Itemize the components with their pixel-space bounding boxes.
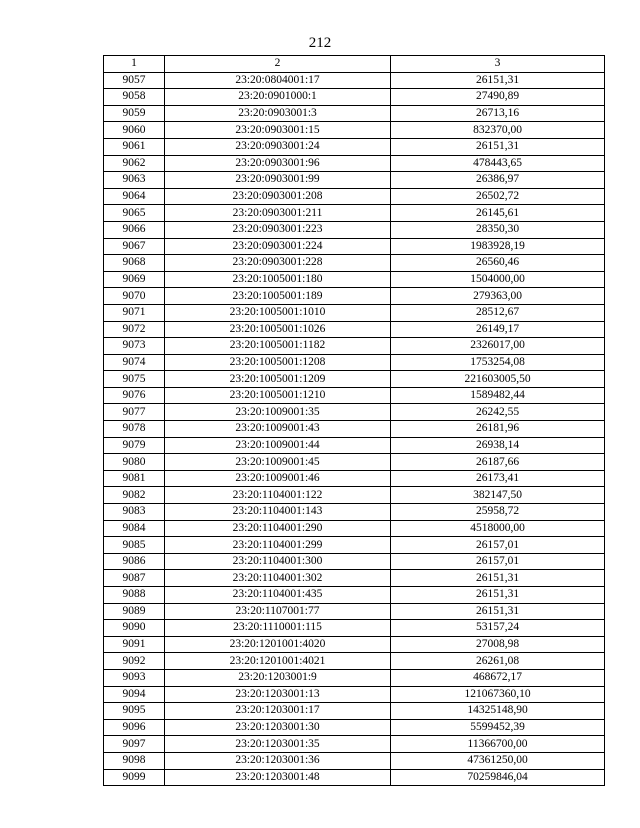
- table-row: [104, 304, 605, 321]
- row-number-cell: 9058: [104, 89, 165, 106]
- value-cell: 11366700,00: [391, 736, 605, 753]
- table-row: [104, 769, 605, 786]
- cadastral-number-cell: 23:20:1005001:1026: [165, 321, 391, 338]
- cadastral-number-cell: 23:20:0903001:228: [165, 255, 391, 272]
- cadastral-number-cell: 23:20:1104001:143: [165, 504, 391, 521]
- row-number-cell: 9066: [104, 221, 165, 238]
- cadastral-number-cell: 23:20:0903001:15: [165, 122, 391, 139]
- cadastral-number-cell: 23:20:1104001:290: [165, 520, 391, 537]
- value-cell: 1753254,08: [391, 354, 605, 371]
- value-cell: 26157,01: [391, 537, 605, 554]
- row-number-cell: 9098: [104, 752, 165, 769]
- value-cell: 468672,17: [391, 669, 605, 686]
- table-row: [104, 719, 605, 736]
- cadastral-number-cell: 23:20:0804001:17: [165, 72, 391, 89]
- cadastral-number-cell: 23:20:1201001:4021: [165, 653, 391, 670]
- table-row: [104, 105, 605, 122]
- cadastral-number-cell: 23:20:1005001:1210: [165, 387, 391, 404]
- value-cell: 26157,01: [391, 553, 605, 570]
- value-cell: 70259846,04: [391, 769, 605, 786]
- table-row: [104, 321, 605, 338]
- cadastral-number-cell: 23:20:0901000:1: [165, 89, 391, 106]
- cadastral-number-cell: 23:20:1203001:9: [165, 669, 391, 686]
- table-row: [104, 338, 605, 355]
- table-row: [104, 669, 605, 686]
- value-cell: 28512,67: [391, 304, 605, 321]
- table-row: [104, 620, 605, 637]
- value-cell: 26149,17: [391, 321, 605, 338]
- table-body: [104, 72, 605, 786]
- column-header-2: 2: [165, 56, 391, 73]
- table-row: [104, 72, 605, 89]
- row-number-cell: 9072: [104, 321, 165, 338]
- table-row: [104, 205, 605, 222]
- cadastral-number-cell: 23:20:0903001:223: [165, 221, 391, 238]
- cadastral-number-cell: 23:20:1009001:45: [165, 454, 391, 471]
- cadastral-number-cell: 23:20:1005001:1209: [165, 371, 391, 388]
- value-cell: 26151,31: [391, 138, 605, 155]
- cadastral-number-cell: 23:20:1009001:35: [165, 404, 391, 421]
- row-number-cell: 9080: [104, 454, 165, 471]
- row-number-cell: 9084: [104, 520, 165, 537]
- table-row: [104, 238, 605, 255]
- value-cell: 26181,96: [391, 421, 605, 438]
- table-row: [104, 288, 605, 305]
- table-row: [104, 587, 605, 604]
- row-number-cell: 9062: [104, 155, 165, 172]
- table-row: [104, 255, 605, 272]
- row-number-cell: 9083: [104, 504, 165, 521]
- value-cell: 221603005,50: [391, 371, 605, 388]
- value-cell: 26151,31: [391, 72, 605, 89]
- cadastral-number-cell: 23:20:0903001:224: [165, 238, 391, 255]
- row-number-cell: 9069: [104, 271, 165, 288]
- cadastral-number-cell: 23:20:1104001:435: [165, 587, 391, 604]
- value-cell: 2326017,00: [391, 338, 605, 355]
- cadastral-number-cell: 23:20:1005001:1208: [165, 354, 391, 371]
- value-cell: 478443,65: [391, 155, 605, 172]
- cadastral-number-cell: 23:20:1009001:43: [165, 421, 391, 438]
- row-number-cell: 9079: [104, 437, 165, 454]
- cadastral-number-cell: 23:20:1203001:35: [165, 736, 391, 753]
- table-row: [104, 553, 605, 570]
- table-row: [104, 371, 605, 388]
- value-cell: 25958,72: [391, 504, 605, 521]
- row-number-cell: 9097: [104, 736, 165, 753]
- row-number-cell: 9099: [104, 769, 165, 786]
- value-cell: 26187,66: [391, 454, 605, 471]
- value-cell: 27008,98: [391, 636, 605, 653]
- value-cell: 26173,41: [391, 470, 605, 487]
- row-number-cell: 9086: [104, 553, 165, 570]
- table-row: [104, 271, 605, 288]
- header-row: [104, 56, 605, 73]
- table-row: [104, 504, 605, 521]
- table-row: [104, 454, 605, 471]
- row-number-cell: 9081: [104, 470, 165, 487]
- cadastral-number-cell: 23:20:1203001:17: [165, 703, 391, 720]
- cadastral-number-cell: 23:20:1104001:299: [165, 537, 391, 554]
- table-row: [104, 172, 605, 189]
- table-row: [104, 570, 605, 587]
- value-cell: 4518000,00: [391, 520, 605, 537]
- table-row: [104, 387, 605, 404]
- value-cell: 47361250,00: [391, 752, 605, 769]
- value-cell: 28350,30: [391, 221, 605, 238]
- value-cell: 26560,46: [391, 255, 605, 272]
- row-number-cell: 9085: [104, 537, 165, 554]
- value-cell: 26938,14: [391, 437, 605, 454]
- row-number-cell: 9068: [104, 255, 165, 272]
- value-cell: 26145,61: [391, 205, 605, 222]
- table-row: [104, 520, 605, 537]
- cadastral-number-cell: 23:20:1009001:46: [165, 470, 391, 487]
- row-number-cell: 9064: [104, 188, 165, 205]
- cadastral-number-cell: 23:20:1203001:48: [165, 769, 391, 786]
- cadastral-number-cell: 23:20:1104001:122: [165, 487, 391, 504]
- row-number-cell: 9067: [104, 238, 165, 255]
- value-cell: 1504000,00: [391, 271, 605, 288]
- cadastral-number-cell: 23:20:1005001:189: [165, 288, 391, 305]
- row-number-cell: 9096: [104, 719, 165, 736]
- cadastral-number-cell: 23:20:1201001:4020: [165, 636, 391, 653]
- cadastral-number-cell: 23:20:0903001:99: [165, 172, 391, 189]
- cadastral-number-cell: 23:20:1005001:1182: [165, 338, 391, 355]
- value-cell: 26386,97: [391, 172, 605, 189]
- row-number-cell: 9078: [104, 421, 165, 438]
- value-cell: 1983928,19: [391, 238, 605, 255]
- table-row: [104, 354, 605, 371]
- row-number-cell: 9057: [104, 72, 165, 89]
- cadastral-number-cell: 23:20:1203001:36: [165, 752, 391, 769]
- cadastral-number-cell: 23:20:1009001:44: [165, 437, 391, 454]
- table-row: [104, 487, 605, 504]
- row-number-cell: 9059: [104, 105, 165, 122]
- table-row: [104, 636, 605, 653]
- table-row: [104, 89, 605, 106]
- page-number: 212: [308, 35, 332, 51]
- row-number-cell: 9082: [104, 487, 165, 504]
- cadastral-number-cell: 23:20:1104001:300: [165, 553, 391, 570]
- table-row: [104, 752, 605, 769]
- table-row: [104, 188, 605, 205]
- value-cell: 26713,16: [391, 105, 605, 122]
- row-number-cell: 9074: [104, 354, 165, 371]
- cadastral-number-cell: 23:20:0903001:96: [165, 155, 391, 172]
- row-number-cell: 9090: [104, 620, 165, 637]
- cadastral-number-cell: 23:20:1104001:302: [165, 570, 391, 587]
- table-row: [104, 537, 605, 554]
- table-row: [104, 404, 605, 421]
- cadastral-number-cell: 23:20:0903001:211: [165, 205, 391, 222]
- row-number-cell: 9091: [104, 636, 165, 653]
- data-table: [103, 55, 605, 786]
- row-number-cell: 9065: [104, 205, 165, 222]
- value-cell: 53157,24: [391, 620, 605, 637]
- table-row: [104, 703, 605, 720]
- value-cell: 26151,31: [391, 570, 605, 587]
- table-row: [104, 138, 605, 155]
- row-number-cell: 9077: [104, 404, 165, 421]
- row-number-cell: 9076: [104, 387, 165, 404]
- cadastral-number-cell: 23:20:1203001:13: [165, 686, 391, 703]
- value-cell: 26261,08: [391, 653, 605, 670]
- value-cell: 1589482,44: [391, 387, 605, 404]
- value-cell: 27490,89: [391, 89, 605, 106]
- table-row: [104, 437, 605, 454]
- table-header: [104, 56, 605, 73]
- cadastral-number-cell: 23:20:1110001:115: [165, 620, 391, 637]
- table-row: [104, 603, 605, 620]
- row-number-cell: 9093: [104, 669, 165, 686]
- row-number-cell: 9087: [104, 570, 165, 587]
- row-number-cell: 9075: [104, 371, 165, 388]
- value-cell: 832370,00: [391, 122, 605, 139]
- value-cell: 26242,55: [391, 404, 605, 421]
- value-cell: 14325148,90: [391, 703, 605, 720]
- row-number-cell: 9094: [104, 686, 165, 703]
- cadastral-number-cell: 23:20:0903001:24: [165, 138, 391, 155]
- row-number-cell: 9060: [104, 122, 165, 139]
- column-header-1: 1: [104, 56, 165, 73]
- value-cell: 382147,50: [391, 487, 605, 504]
- row-number-cell: 9089: [104, 603, 165, 620]
- row-number-cell: 9095: [104, 703, 165, 720]
- row-number-cell: 9070: [104, 288, 165, 305]
- cadastral-number-cell: 23:20:1203001:30: [165, 719, 391, 736]
- table-row: [104, 470, 605, 487]
- value-cell: 26151,31: [391, 587, 605, 604]
- cadastral-number-cell: 23:20:0903001:208: [165, 188, 391, 205]
- row-number-cell: 9071: [104, 304, 165, 321]
- table-row: [104, 155, 605, 172]
- table-row: [104, 221, 605, 238]
- table-row: [104, 122, 605, 139]
- row-number-cell: 9088: [104, 587, 165, 604]
- value-cell: 26502,72: [391, 188, 605, 205]
- table-row: [104, 736, 605, 753]
- cadastral-number-cell: 23:20:0903001:3: [165, 105, 391, 122]
- column-header-3: 3: [391, 56, 605, 73]
- cadastral-number-cell: 23:20:1107001:77: [165, 603, 391, 620]
- row-number-cell: 9073: [104, 338, 165, 355]
- value-cell: 26151,31: [391, 603, 605, 620]
- value-cell: 279363,00: [391, 288, 605, 305]
- row-number-cell: 9063: [104, 172, 165, 189]
- table-row: [104, 653, 605, 670]
- row-number-cell: 9061: [104, 138, 165, 155]
- row-number-cell: 9092: [104, 653, 165, 670]
- value-cell: 5599452,39: [391, 719, 605, 736]
- value-cell: 121067360,10: [391, 686, 605, 703]
- table-row: [104, 421, 605, 438]
- cadastral-number-cell: 23:20:1005001:1010: [165, 304, 391, 321]
- cadastral-number-cell: 23:20:1005001:180: [165, 271, 391, 288]
- table-row: [104, 686, 605, 703]
